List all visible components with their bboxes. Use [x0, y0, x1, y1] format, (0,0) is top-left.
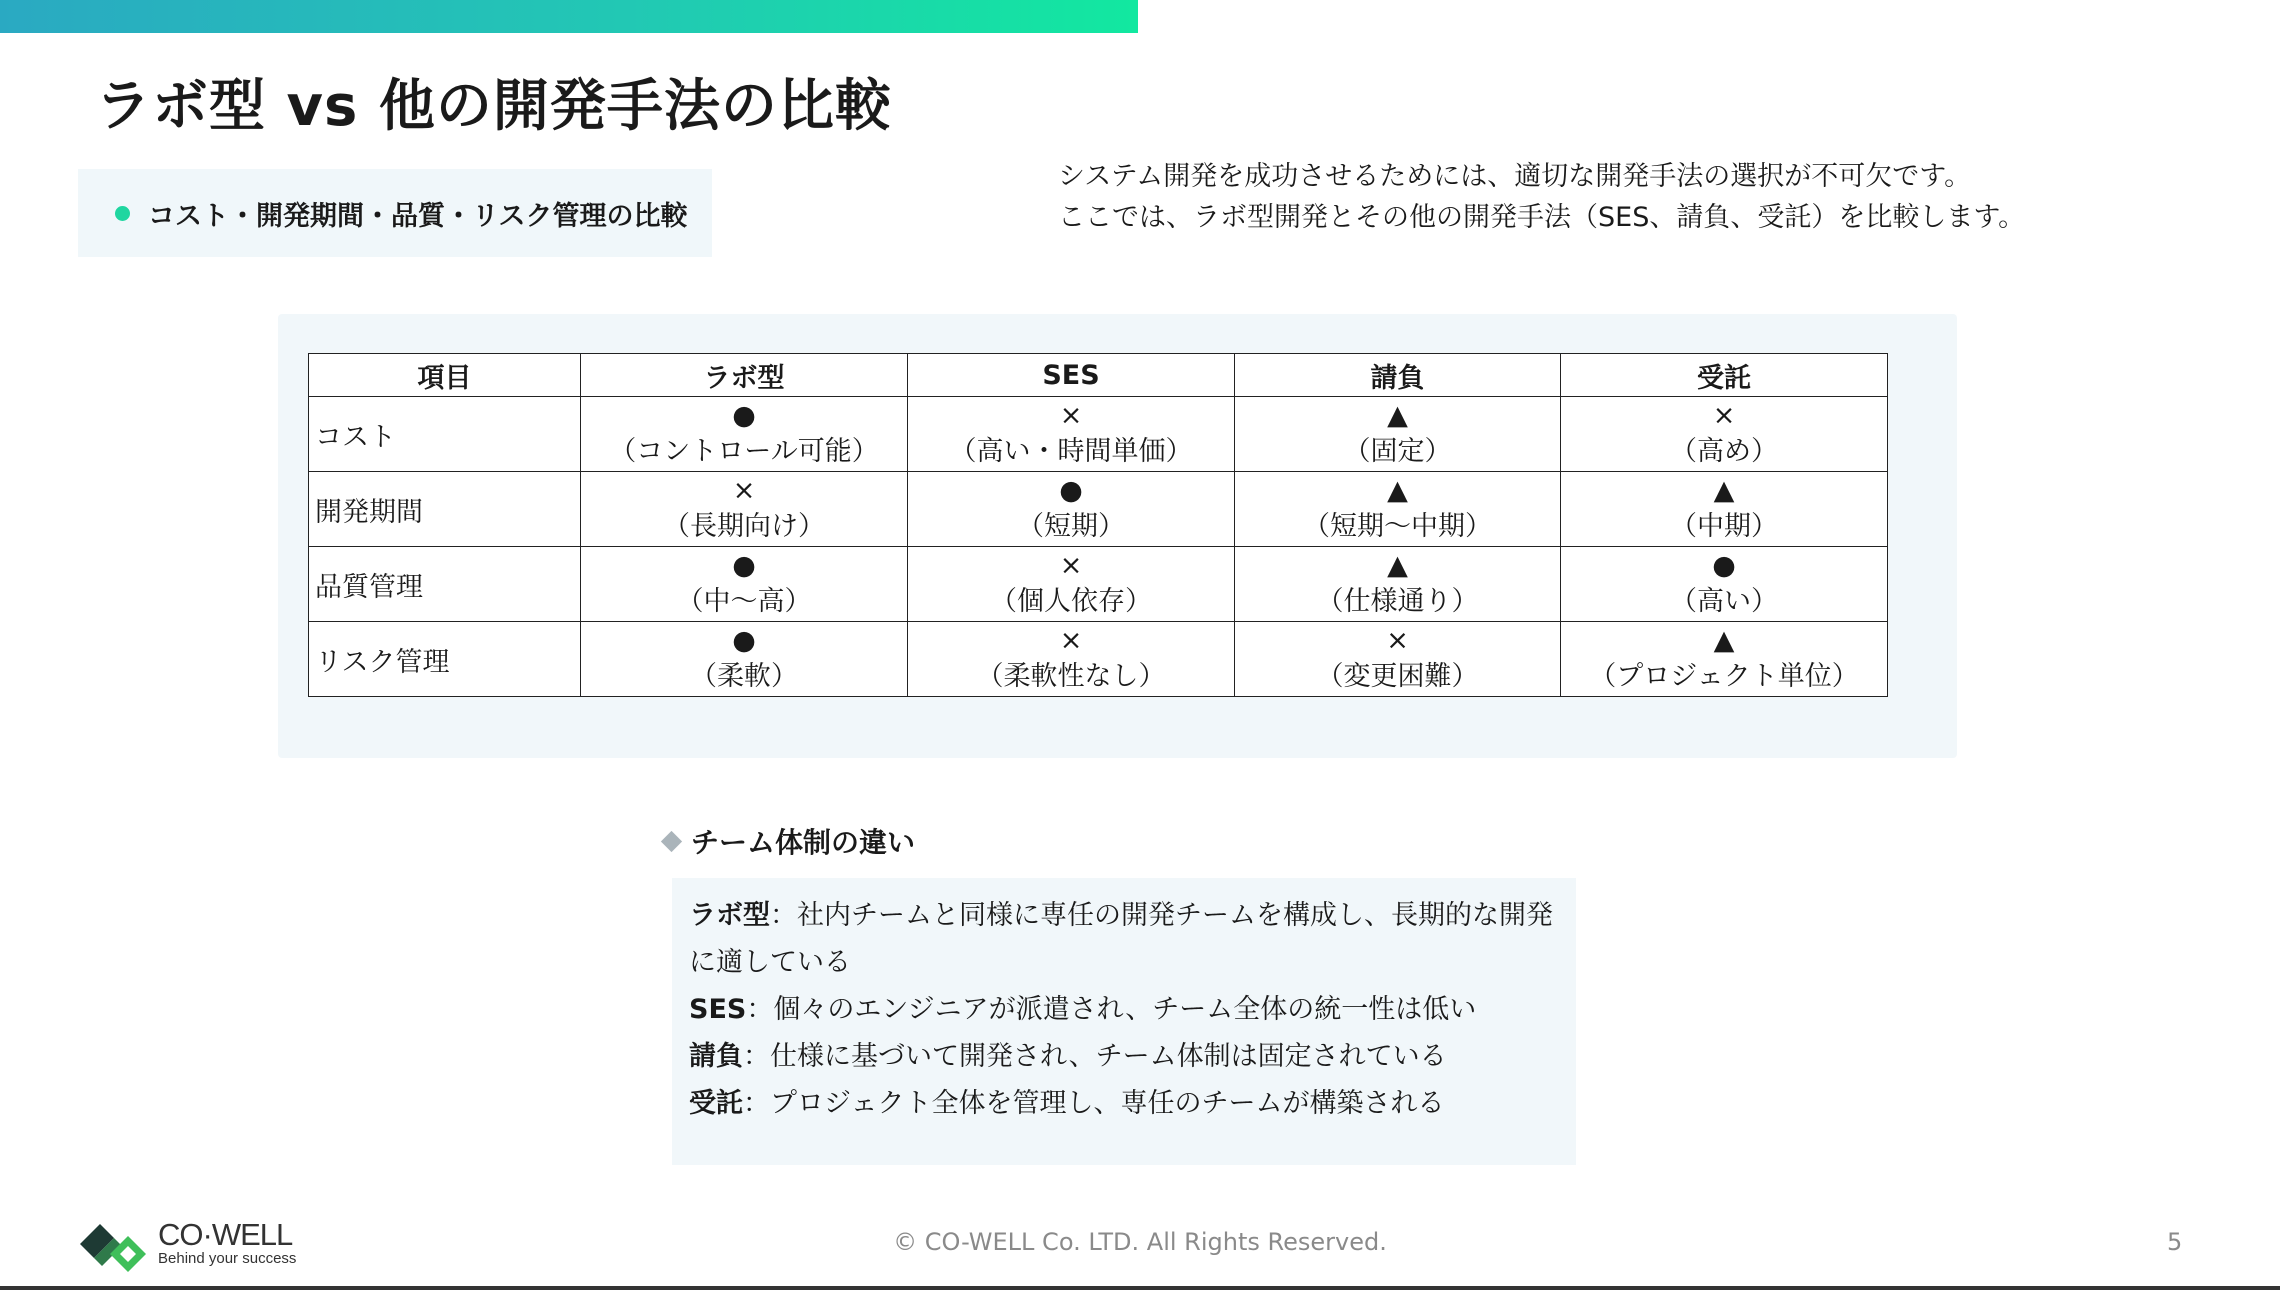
table-header-row [309, 354, 1888, 397]
rating-note: （短期〜中期） [1303, 511, 1492, 542]
diamond-bullet-icon [661, 830, 682, 851]
copyright: © CO-WELL Co. LTD. All Rights Reserved. [893, 1228, 1387, 1256]
team-line-text: 社内チームと同様に専任の開発チームを構成し、長期的な開発 [797, 900, 1553, 931]
table-row [309, 472, 1888, 547]
column-header: 受託 [1561, 354, 1888, 397]
rating-note: （中〜高） [676, 586, 812, 617]
rating-symbol: ▲ [1387, 475, 1408, 506]
table-cell [581, 622, 908, 697]
bullet-dot-icon [115, 206, 130, 221]
page-title: ラボ型 vs 他の開発手法の比較 [95, 74, 892, 139]
team-line [689, 1033, 1447, 1080]
subtitle-text: コスト・開発期間・品質・リスク管理の比較 [148, 200, 688, 232]
rating-symbol: ● [732, 550, 756, 581]
rating-symbol: ● [732, 625, 756, 656]
table-cell [1235, 547, 1561, 622]
rating-symbol: × [1059, 550, 1083, 581]
logo-name: CO·WELL [158, 1217, 293, 1252]
rating-note: （中期） [1670, 511, 1778, 542]
table-cell [1561, 397, 1888, 472]
rating-note: （仕様通り） [1316, 586, 1479, 617]
team-line-text: 仕様に基づいて開発され、チーム体制は固定されている [770, 1041, 1447, 1072]
bottom-border [0, 1286, 2280, 1290]
team-line-text: 個々のエンジニアが派遣され、チーム全体の統一性は低い [773, 994, 1477, 1025]
team-line-sep: ： [746, 994, 774, 1025]
logo-tagline: Behind your success [158, 1250, 297, 1267]
rating-symbol: × [1059, 400, 1083, 431]
team-line-label: ラボ型 [689, 900, 770, 931]
team-line-sep: ： [743, 1041, 770, 1072]
row-label: コスト [309, 397, 581, 472]
team-line [689, 892, 1553, 939]
comparison-table [308, 353, 1888, 697]
intro-line: ここでは、ラボ型開発とその他の開発手法（SES、請負、受託）を比較します。 [1058, 202, 2026, 233]
team-line [689, 1080, 1444, 1127]
column-header: ラボ型 [581, 354, 908, 397]
page-number: 5 [2167, 1228, 2183, 1256]
intro-text [1058, 156, 2218, 238]
table-cell [1235, 472, 1561, 547]
rating-note: （個人依存） [990, 586, 1152, 617]
team-heading-text: チーム体制の違い [691, 826, 916, 859]
table-cell [581, 472, 908, 547]
rating-symbol: ▲ [1387, 550, 1408, 581]
comparison-panel [278, 314, 1957, 758]
table-cell [581, 397, 908, 472]
rating-symbol: × [1386, 625, 1409, 656]
table-cell [908, 622, 1235, 697]
top-accent-bar [0, 0, 1138, 33]
table-cell [1561, 472, 1888, 547]
rating-note: （長期向け） [663, 511, 825, 542]
team-section-heading [660, 821, 915, 861]
rating-symbol: × [1059, 625, 1083, 656]
rating-symbol: ▲ [1387, 400, 1408, 431]
table-cell [1235, 622, 1561, 697]
rating-note: （固定） [1343, 436, 1452, 467]
team-line-text: プロジェクト全体を管理し、専任のチームが構築される [770, 1088, 1445, 1119]
team-line-label: SES [689, 994, 747, 1025]
rating-note: （柔軟性なし） [976, 661, 1166, 692]
table-cell [1235, 397, 1561, 472]
rating-symbol: × [732, 475, 756, 506]
team-line-sep: ： [743, 1088, 770, 1119]
rating-symbol: ● [732, 400, 756, 431]
table-cell [908, 472, 1235, 547]
rating-note: （コントロール可能） [609, 436, 879, 467]
row-label: 品質管理 [309, 547, 581, 622]
rating-symbol: ● [1059, 475, 1083, 506]
column-header: 請負 [1235, 354, 1561, 397]
team-line [689, 939, 851, 986]
column-header: SES [908, 354, 1235, 397]
column-header: 項目 [309, 354, 581, 397]
team-line-label: 受託 [689, 1088, 743, 1119]
rating-symbol: ▲ [1713, 625, 1735, 656]
rating-note: （柔軟） [690, 661, 798, 692]
table-cell [581, 547, 908, 622]
table-cell [908, 397, 1235, 472]
rating-symbol: ● [1712, 550, 1736, 581]
rating-note: （高い） [1670, 586, 1778, 617]
team-line [689, 986, 1476, 1033]
rating-symbol: × [1712, 400, 1736, 431]
row-label: 開発期間 [309, 472, 581, 547]
table-cell [1561, 547, 1888, 622]
team-line-label: 請負 [689, 1041, 743, 1072]
team-line-text: に適している [689, 947, 851, 978]
rating-note: （変更困難） [1316, 661, 1479, 692]
table-row [309, 622, 1888, 697]
table-row [309, 397, 1888, 472]
rating-note: （短期） [1017, 511, 1125, 542]
subtitle-box [78, 169, 712, 257]
team-description-box [672, 878, 1576, 1165]
table-row [309, 547, 1888, 622]
rating-note: （高い・時間単価） [949, 436, 1193, 467]
table-cell [908, 547, 1235, 622]
intro-line: システム開発を成功させるためには、適切な開発手法の選択が不可欠です。 [1058, 161, 1972, 192]
rating-symbol: ▲ [1713, 475, 1735, 506]
team-line-sep: ： [770, 900, 797, 931]
rating-note: （高め） [1670, 436, 1778, 467]
table-cell [1561, 622, 1888, 697]
row-label: リスク管理 [309, 622, 581, 697]
rating-note: （プロジェクト単位） [1589, 661, 1859, 692]
